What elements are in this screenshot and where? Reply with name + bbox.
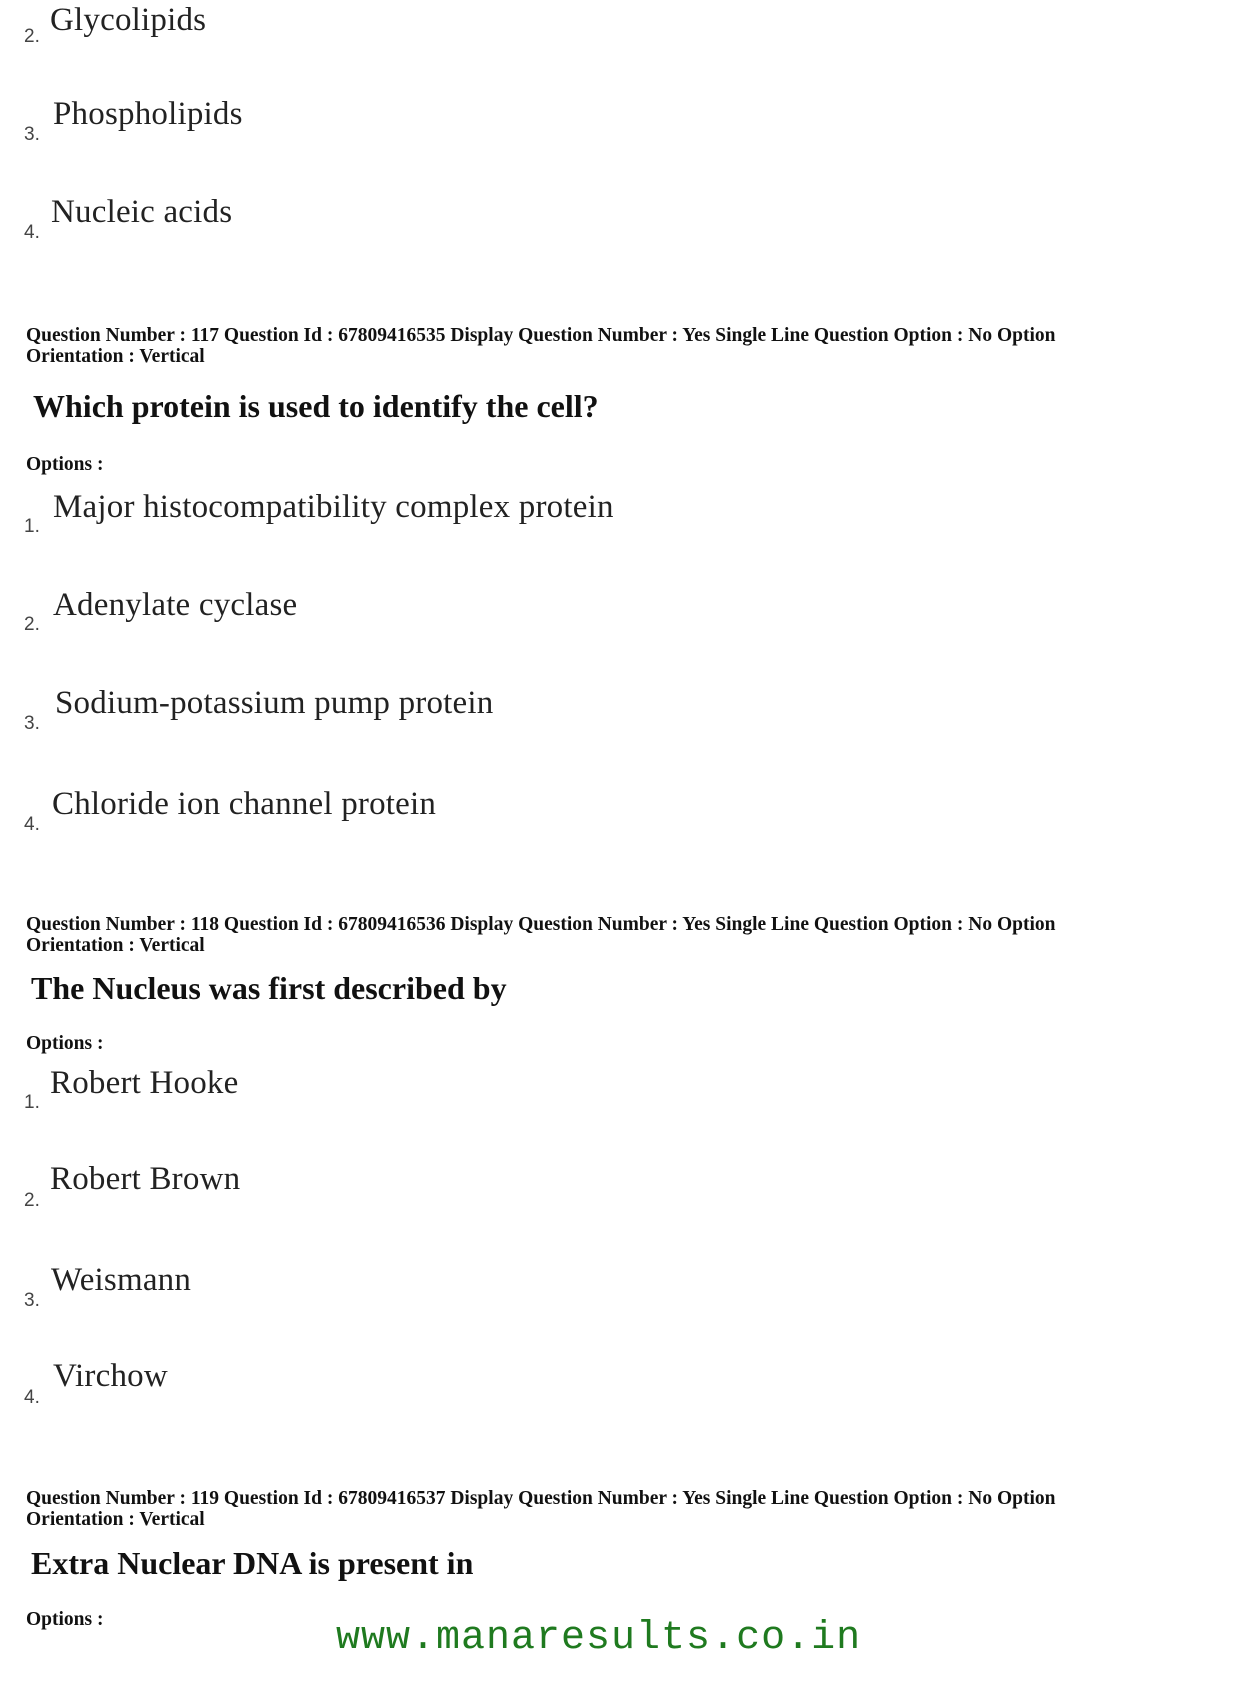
option-number: 4. [24,814,40,835]
option-text: Robert Brown [50,1161,241,1197]
question-meta [26,914,1206,956]
option-text: Glycolipids [50,2,207,38]
option-text: Weismann [51,1262,192,1298]
question-meta-line1: Question Number : 118 Question Id : 67809416536 Display Question Number : Yes Single Line Question Option : No Option [26,914,1056,935]
question-meta-line2: Orientation : Vertical [26,1509,205,1530]
option-text: Major histocompatibility complex protein [53,489,614,525]
question-text: Which protein is used to identify the cell? [33,388,599,424]
option-text: Robert Hooke [50,1065,239,1101]
question-meta-line2: Orientation : Vertical [26,935,205,956]
option-text: Chloride ion channel protein [52,786,437,822]
option-text: Virchow [53,1358,168,1394]
question-meta-line1: Question Number : 119 Question Id : 67809416537 Display Question Number : Yes Single Line Question Option : No Option [26,1488,1056,1509]
options-label: Options : [26,1609,104,1630]
option-number: 4. [24,222,40,243]
option-number: 1. [24,1092,40,1113]
option-text: Phospholipids [53,96,243,132]
option-number: 3. [24,1290,40,1311]
options-label: Options : [26,454,104,475]
option-number: 2. [24,614,40,635]
option-number: 4. [24,1387,40,1408]
question-meta [26,1488,1206,1530]
question-meta-line2: Orientation : Vertical [26,346,205,367]
question-text: The Nucleus was first described by [31,970,507,1006]
option-number: 2. [24,26,40,47]
question-text: Extra Nuclear DNA is present in [31,1545,474,1581]
option-number: 3. [24,124,40,145]
option-number: 2. [24,1190,40,1211]
options-label: Options : [26,1033,104,1054]
question-meta [26,325,1206,367]
option-number: 1. [24,516,40,537]
option-text: Adenylate cyclase [53,587,298,623]
option-text: Sodium-potassium pump protein [55,685,494,721]
option-number: 3. [24,713,40,734]
option-text: Nucleic acids [51,194,233,230]
question-meta-line1: Question Number : 117 Question Id : 67809416535 Display Question Number : Yes Single Line Question Option : No Option [26,325,1056,346]
watermark-url: www.manaresults.co.in [336,1616,862,1661]
